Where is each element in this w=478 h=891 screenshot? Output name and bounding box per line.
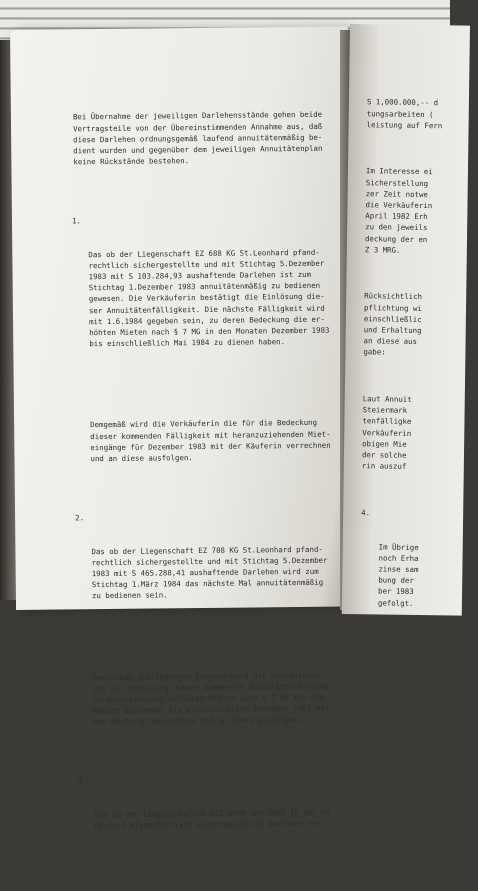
text-line: zinse sam [378,564,419,574]
right-block-2 [365,166,476,257]
text-line: Sicherstellung [365,177,429,188]
text-line: gefolgt. [377,597,414,608]
text-line: ser Annuitätenfälligkeit. Die nächste Fälligkeit wird [88,303,325,315]
text-line: pflichtung wi [363,302,422,313]
text-line: Im Übrige [378,541,419,552]
text-line: Verkäuferin [362,427,412,438]
text-line: noch Erha [378,553,419,563]
item-3 [77,773,351,854]
text-line: S 1,000.000,-- d [366,97,439,108]
text-line: dient wurden und gegenüber dem jeweiligen Annuitätenplan [73,143,323,156]
text-line: Geidorf pfandrechtlich sichergestellte Darlehen von [94,818,322,831]
text-line: 1983 mit S 103.284,93 aushaftende Darlehen ist zum [88,269,312,282]
item-1-number: 1. [71,216,81,226]
text-line: Laut Annuit [362,394,412,404]
intro-paragraph [73,109,344,168]
text-line: Stichtag 1.März 1984 das nächste Mal annuitätenmäßig [91,577,324,590]
text-line: die zur Bedeckung dieser kommenden Annuitätenleistung [92,681,329,693]
text-line: ber 1983 [378,586,414,597]
text-line: Das ob der Liegenschaft EZ 688 KG St.Leonhard pfand- [88,247,320,259]
item-2 [77,509,348,624]
text-line: mit 1.6.1984 gegeben sein, zu deren Bedeckung die er- [89,314,325,327]
right-page-text [359,74,477,667]
text-line: und an diese ausfolgen. [90,453,193,464]
right-item-4-text [378,541,471,609]
text-line: der Käuferin verrechnen und an diese ausfolgen. [93,715,303,727]
text-line: rechtlich sichergestellte und mit Stichtag 5.Dezember [88,258,325,271]
text-line: Bei Übernahme der jeweiligen Darlehensstände gehen beide [72,110,323,122]
text-line: gabe: [363,347,386,357]
text-line: Monate September bis einschließlich Dezember 1983 mit [93,703,329,716]
right-block-3 [363,291,474,360]
text-line: Stichtag 1.Dezember 1983 annuitätenmäßig zu bedienen [88,281,321,293]
text-line: eingänge für Dezember 1983 mit der Käuferin verrechnen [90,440,331,453]
text-line: zu den jeweils [365,222,428,233]
item-2-number: 2. [75,513,85,523]
text-line: einschließlic [363,314,422,324]
text-line: leistung auf Fern [366,120,443,131]
text-line: bung der [378,575,414,586]
text-line: Demgemäß wird die Verkäuferin die für die Bedeckung [90,418,318,430]
text-line: Z 3 MRG. [364,245,401,255]
text-line: Denselben Überlegungen folgend wird die Verkäuferin [92,670,320,682]
right-block-1 [367,97,477,132]
item-2-followup-paragraph [93,669,350,728]
left-page-text [73,87,351,891]
right-item-4-number: 4. [361,508,371,518]
item-1-followup-paragraph [90,417,346,464]
right-item-4 [360,507,472,632]
text-line: diese Darlehen ordnungsgemäß laufend annuitätenmäßig be- [73,132,323,145]
left-page [10,26,354,831]
text-line: Das ob den Liegenschaften EZZ 1498 und 1501 je der KG [94,807,331,819]
text-line: zu bedienen sein. [91,590,168,601]
text-line: rechtlich sichergestellte und mit Stichtag 5.Dezember [91,555,328,567]
text-line: tenfälligke [362,416,412,427]
text-line: Rücksichtlich [364,291,423,302]
text-line: heranzuziehenden erhöhten Mieten nach § 7 MG für die [92,692,325,705]
item-2-text [91,543,348,602]
text-line: höhten Mieten nach § 7 MG in den Monaten Dezember 1983 [89,325,330,338]
right-page [342,24,470,616]
item-3-text [94,806,350,831]
text-line: der solche [361,450,407,460]
text-line: deckung der en [364,233,428,244]
text-line: keine Rückstände bestehen. [73,156,190,167]
text-line: gewesen. Die Verkäuferin bestätigt die Einlösung die- [88,292,325,304]
text-line: April 1982 Erh [365,211,428,222]
text-line: bis einschließlich Mai 1984 zu dienen haben. [89,337,286,349]
text-line: obigen Mie [362,439,407,449]
text-line: 1983 mit S 465.288,41 aushaftende Darlehen wird zum [91,566,319,579]
text-line: rin auszuf [361,461,407,472]
text-line: Das ob der Liegenschaft EZ 708 KG St.Leonhard pfand- [91,544,323,556]
text-line: Im Interesse ei [365,166,433,177]
text-line: und Erhaltung [363,325,422,336]
item-1-text [88,246,345,350]
right-block-4 [362,393,473,473]
text-line: die Verkäuferin [365,200,433,211]
text-line: Vertragsteile von der Übereinstimmenden Annahme aus, daß [72,121,323,133]
text-line: dieser kommenden Fälligkeit mit heranzuziehenden Miet- [90,429,331,441]
text-line: tungsarbeiten ( [366,108,434,119]
text-line: Steiermark [362,405,408,416]
text-line: an diese aus [363,336,418,347]
text-line: zer Zeit notwe [365,189,428,199]
item-1 [71,213,346,373]
item-3-number: 3. [77,776,87,786]
